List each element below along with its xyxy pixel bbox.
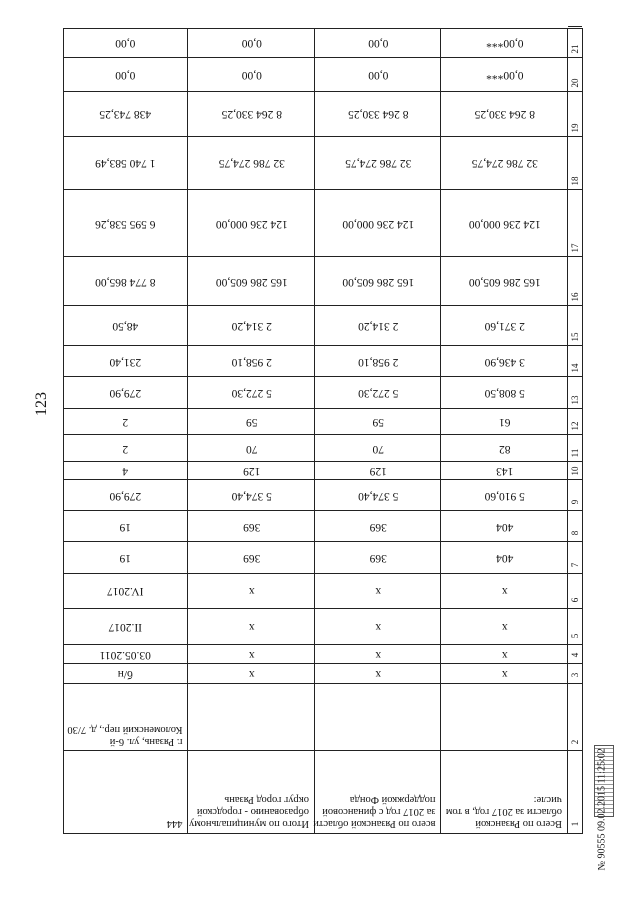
row-label — [56, 743, 187, 833]
table-cell: х — [375, 585, 382, 598]
table-cell: 438 743,25 — [99, 108, 152, 121]
registration-stamp — [592, 590, 610, 890]
table-cell: х — [501, 648, 508, 661]
column-number — [568, 510, 582, 542]
table-cell: 1 740 583,49 — [95, 157, 156, 170]
table-cell: 5 808,50 — [484, 387, 525, 400]
table-cell: х — [248, 621, 255, 634]
table-cell: х — [375, 668, 382, 681]
table-cell: 143 — [496, 465, 514, 478]
table-cell: 165 286 605,00 — [468, 275, 541, 288]
table-cell: 59 — [372, 416, 384, 428]
table-cell: 5 374,40 — [358, 489, 399, 502]
table-cell: х — [375, 648, 382, 661]
table-cell: 2 314,20 — [358, 320, 399, 333]
table-cell: 82 — [499, 442, 511, 455]
data-table — [63, 28, 583, 834]
table-cell: 369 — [243, 551, 261, 564]
row-label: всего по Рязанской области за 2017 год с финансовой поддержкой Фонда — [313, 794, 436, 829]
table-cell: 2 958,10 — [358, 355, 399, 368]
table-cell: х — [248, 668, 255, 681]
table-cell: б/н — [117, 668, 133, 681]
column-number — [568, 479, 582, 511]
column-number — [568, 683, 582, 751]
table-cell: 0,00 — [115, 36, 136, 49]
object-address: г. Рязань, ул. 6-й Коломенский пер., д. 7/30 — [67, 723, 183, 747]
column-number-label: 16 — [570, 292, 580, 302]
column-number — [568, 26, 582, 58]
table-cell: 5 910,60 — [484, 489, 525, 502]
column-number-label: 3 — [570, 672, 580, 678]
column-number — [568, 750, 582, 833]
table-cell: 129 — [369, 465, 387, 478]
table-cell: х — [501, 621, 508, 634]
table-cell: 48,50 — [112, 320, 139, 333]
column-number-label: 12 — [570, 421, 580, 431]
column-number — [568, 461, 582, 480]
table-cell: 19 — [119, 551, 131, 564]
column-number-label: 7 — [570, 562, 580, 567]
table-cell: 404 — [496, 551, 514, 564]
column-number-label: 19 — [570, 123, 580, 133]
table-cell: 2 — [122, 442, 129, 455]
table-cell: 165 286 605,00 — [215, 275, 288, 288]
table-cell: 279,90 — [109, 387, 142, 400]
object-number: 444 — [166, 818, 183, 829]
column-number — [568, 434, 582, 462]
table-cell: 70 — [246, 442, 258, 455]
column-number-label: 17 — [570, 243, 580, 253]
table-cell: 124 236 000,00 — [468, 217, 541, 230]
table-cell: 8 264 330,25 — [221, 108, 282, 121]
table-cell: 0,00 — [115, 69, 136, 82]
table-cell: 0,00 — [368, 36, 389, 49]
column-number — [568, 305, 582, 346]
table-cell: 32 786 274,75 — [345, 157, 412, 170]
column-number — [568, 189, 582, 257]
column-number — [568, 573, 582, 610]
column-number — [568, 664, 582, 685]
row-label: Всего по Рязанской области за 2017 год, в том числе: — [445, 794, 562, 829]
column-number-label: 21 — [570, 44, 580, 54]
column-number-label: 20 — [570, 78, 580, 88]
column-number-label: 6 — [570, 597, 580, 603]
column-number-label: 2 — [570, 739, 580, 745]
column-number-label: 11 — [570, 448, 580, 458]
table-cell: 0,00*** — [486, 36, 524, 49]
table-cell: 8 264 330,25 — [348, 108, 409, 121]
table-cell: 369 — [369, 551, 387, 564]
column-number — [568, 345, 582, 377]
table-cell: 6 595 538,26 — [95, 217, 156, 230]
table-cell: 5 272,30 — [231, 387, 272, 400]
table-cell: 61 — [499, 416, 511, 428]
table-cell: 32 786 274,75 — [218, 157, 285, 170]
table-cell: 03.05.2011 — [99, 648, 151, 661]
table-cell: 19 — [119, 520, 131, 533]
column-number — [568, 136, 582, 190]
table-cell: 8 774 865,00 — [95, 275, 156, 288]
table-cell: х — [501, 668, 508, 681]
table-cell: х — [248, 648, 255, 661]
column-number-label: 1 — [570, 821, 580, 827]
table-cell: 0,00 — [241, 36, 262, 49]
column-number — [568, 57, 582, 92]
column-number — [568, 91, 582, 137]
column-number-label: 5 — [570, 633, 580, 639]
table-cell: 2 — [122, 416, 129, 428]
column-number-label: 8 — [570, 531, 580, 536]
stamp-text: № 90555 09.02.2015 11:25:02 — [596, 748, 608, 871]
table-cell: IV.2017 — [106, 585, 144, 598]
table-cell: 0,00 — [241, 69, 262, 82]
table-cell: II.2017 — [108, 621, 143, 634]
table-cell: 5 272,30 — [358, 387, 399, 400]
table-cell: 2 371,60 — [484, 320, 525, 333]
column-number — [568, 256, 582, 306]
table-cell: 279,90 — [109, 489, 142, 502]
table-cell: 5 374,40 — [231, 489, 272, 502]
column-number-label: 13 — [570, 395, 580, 405]
column-number — [568, 541, 582, 573]
table-cell: 404 — [496, 520, 514, 533]
table-cell: 3 436,90 — [484, 355, 525, 368]
table-cell: х — [248, 585, 255, 598]
column-number — [568, 608, 582, 645]
table-cell: 0,00 — [368, 69, 389, 82]
table-cell: 32 786 274,75 — [471, 157, 538, 170]
table-cell: 129 — [243, 465, 261, 478]
column-number-label: 15 — [570, 332, 580, 342]
table-cell: 59 — [246, 416, 258, 428]
table-cell: 165 286 605,00 — [342, 275, 415, 288]
table-cell: 231,40 — [109, 355, 142, 368]
table-cell: 2 314,20 — [231, 320, 272, 333]
column-number-label: 4 — [570, 653, 580, 658]
column-number — [568, 376, 582, 408]
column-number — [568, 408, 582, 436]
row-label: Итого по муниципальному образованию - городской округ город Рязань — [188, 794, 309, 829]
page-number: 123 — [33, 392, 50, 416]
column-number-label: 14 — [570, 363, 580, 373]
column-number-label: 10 — [570, 466, 580, 476]
column-number — [568, 644, 582, 665]
table-cell: 70 — [372, 442, 384, 455]
table-cell: 0,00*** — [486, 69, 524, 82]
table-cell: х — [501, 585, 508, 598]
column-number-label: 9 — [570, 499, 580, 505]
table-cell: 8 264 330,25 — [474, 108, 535, 121]
table-cell: 2 958,10 — [231, 355, 272, 368]
table-cell: 369 — [369, 520, 387, 533]
table-cell: 124 236 000,00 — [342, 217, 415, 230]
table-cell: х — [375, 621, 382, 634]
table-cell: 4 — [122, 465, 129, 478]
column-number-label: 18 — [570, 176, 580, 186]
table-cell: 369 — [243, 520, 261, 533]
table-cell: 124 236 000,00 — [215, 217, 288, 230]
